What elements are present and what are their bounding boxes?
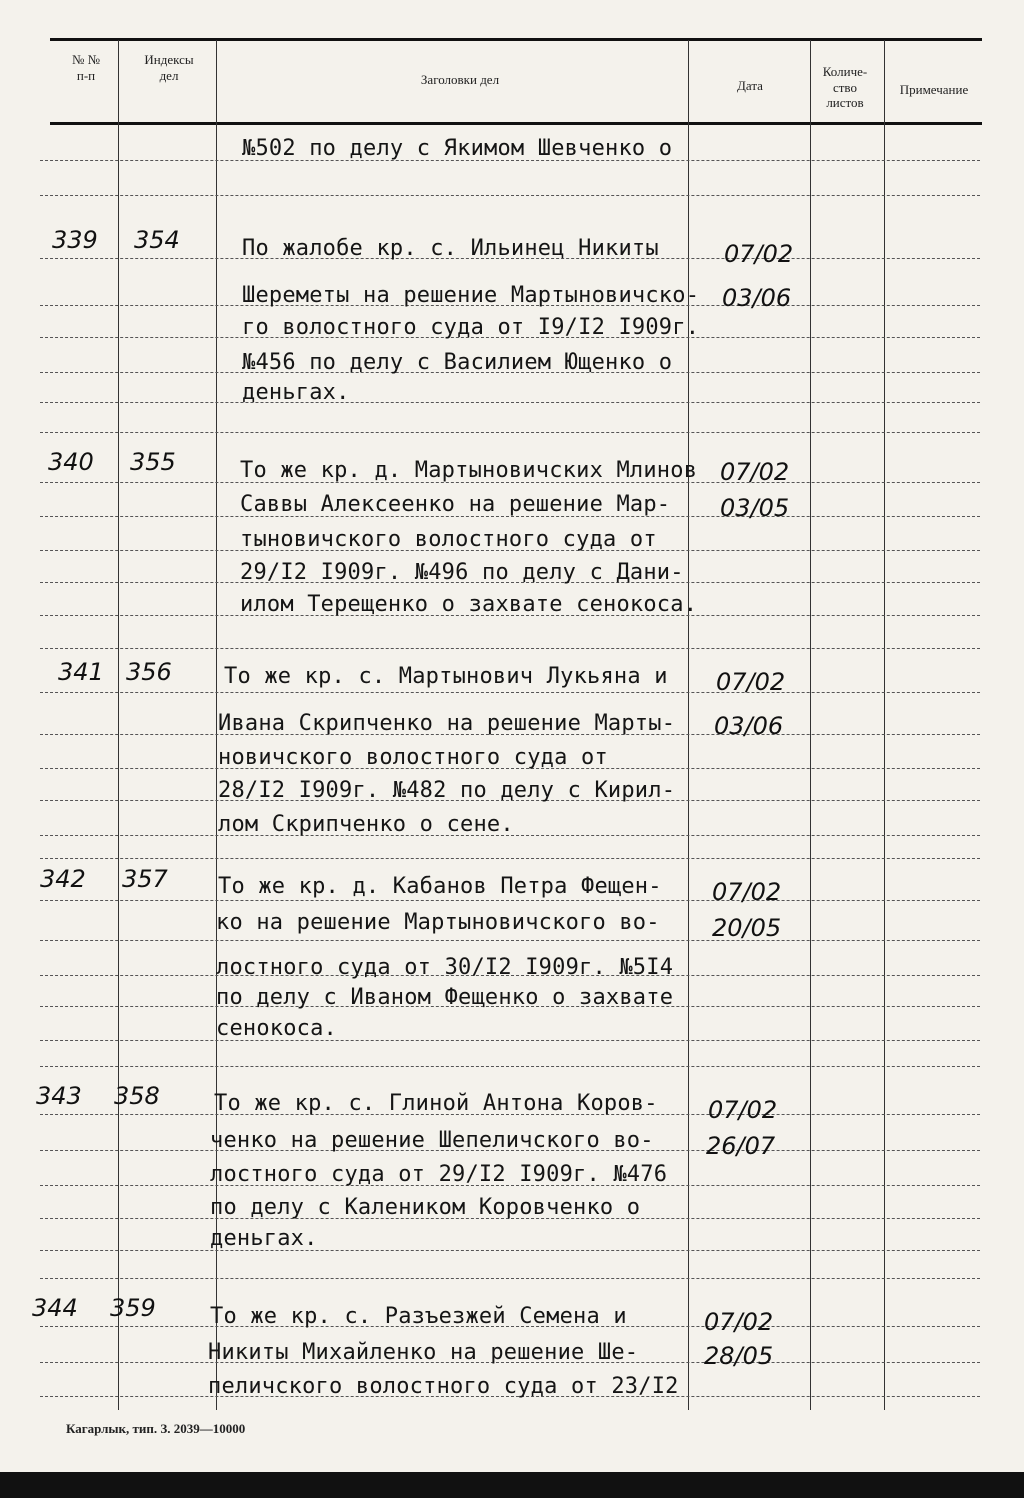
ruled-line bbox=[40, 1250, 980, 1251]
title-line: №456 по делу с Василием Ющенко о bbox=[242, 350, 673, 375]
header-number: № № п-п bbox=[71, 52, 101, 83]
ruled-line bbox=[40, 1066, 980, 1067]
ruled-line bbox=[40, 940, 980, 941]
ruled-line bbox=[40, 900, 980, 901]
entry-index: 358 bbox=[114, 1082, 160, 1110]
top-rule bbox=[50, 38, 982, 41]
title-line: ченко на решение Шепеличского во- bbox=[210, 1128, 654, 1153]
title-line: лостного суда от 29/I2 I909г. №476 bbox=[210, 1162, 668, 1187]
header-date: Дата bbox=[737, 78, 763, 93]
title-line: лостного суда от 30/I2 I909г. №5I4 bbox=[216, 955, 674, 980]
title-line: сенокоса. bbox=[216, 1016, 338, 1041]
divider-date-count bbox=[810, 40, 811, 1410]
divider-title-date bbox=[688, 40, 689, 1410]
title-line: То же кр. д. Мартыновичских Млинов bbox=[240, 458, 698, 483]
entry-index: 354 bbox=[134, 226, 180, 254]
entry-date: 03/06 bbox=[722, 284, 792, 312]
scan-bottom-edge bbox=[0, 1472, 1024, 1498]
ruled-line bbox=[40, 195, 980, 196]
title-line: То же кр. с. Разъезжей Семена и bbox=[210, 1304, 627, 1329]
ruled-line bbox=[40, 692, 980, 693]
entry-number: 343 bbox=[36, 1082, 82, 1110]
title-line: по делу с Калеником Коровченко о bbox=[210, 1195, 641, 1220]
divider-count-note bbox=[884, 40, 885, 1410]
header-sheet-count: Количе- ство листов bbox=[822, 64, 868, 111]
entry-index: 359 bbox=[110, 1294, 156, 1322]
title-line: То же кр. с. Мартынович Лукьяна и bbox=[224, 664, 668, 689]
entry-number: 341 bbox=[58, 658, 104, 686]
title-line: тыновичского волостного суда от bbox=[240, 527, 657, 552]
entry-date: 07/02 bbox=[708, 1096, 778, 1124]
entry-date: 07/02 bbox=[712, 878, 782, 906]
title-line: ко на решение Мартыновичского во- bbox=[216, 910, 660, 935]
entry-date: 03/05 bbox=[720, 494, 790, 522]
title-line: Никиты Михайленко на решение Ше- bbox=[208, 1340, 639, 1365]
entry-index: 355 bbox=[130, 448, 176, 476]
title-line: 28/I2 I909г. №482 по делу с Кирил- bbox=[218, 778, 676, 803]
title-line: деньгах. bbox=[242, 380, 350, 405]
title-line: №502 по делу с Якимом Шевченко о bbox=[242, 136, 673, 161]
header-index: Индексы дел bbox=[144, 52, 194, 83]
ruled-line bbox=[40, 432, 980, 433]
title-line: пеличского волостного суда от 23/I2 bbox=[208, 1374, 679, 1399]
entry-number: 340 bbox=[48, 448, 94, 476]
ruled-line bbox=[40, 1278, 980, 1279]
title-line: новичского волостного суда от bbox=[218, 745, 608, 770]
entry-number: 342 bbox=[40, 865, 86, 893]
header-note: Примечание bbox=[899, 82, 969, 97]
entry-date: 07/02 bbox=[716, 668, 786, 696]
title-line: деньгах. bbox=[210, 1226, 318, 1251]
title-line: Ивана Скрипченко на решение Марты- bbox=[218, 711, 676, 736]
printer-footer: Кагарлык, тип. З. 2039—10000 bbox=[66, 1421, 246, 1436]
title-line: То же кр. д. Кабанов Петра Фещен- bbox=[218, 874, 662, 899]
title-line: Шереметы на решение Мартыновичско- bbox=[242, 283, 700, 308]
title-line: илом Терещенко о захвате сенокоса. bbox=[240, 592, 698, 617]
entry-index: 357 bbox=[122, 865, 168, 893]
entry-date: 28/05 bbox=[704, 1342, 774, 1370]
title-line: лом Скрипченко о сене. bbox=[218, 812, 514, 837]
entry-index: 356 bbox=[126, 658, 172, 686]
title-line: То же кр. с. Глиной Антона Коров- bbox=[214, 1091, 658, 1116]
entry-date: 26/07 bbox=[706, 1132, 776, 1160]
title-line: По жалобе кр. с. Ильинец Никиты bbox=[242, 236, 659, 261]
title-line: го волостного суда от I9/I2 I909г. bbox=[242, 315, 700, 340]
entry-number: 339 bbox=[52, 226, 98, 254]
header-bottom-rule bbox=[50, 122, 982, 125]
header-title: Заголовки дел bbox=[420, 72, 500, 87]
divider-number-index bbox=[118, 40, 119, 1410]
ruled-line bbox=[40, 1040, 980, 1041]
ruled-line bbox=[40, 858, 980, 859]
entry-date: 07/02 bbox=[724, 240, 794, 268]
title-line: по делу с Иваном Фещенко о захвате bbox=[216, 985, 674, 1010]
entry-date: 20/05 bbox=[712, 914, 782, 942]
entry-date: 07/02 bbox=[704, 1308, 774, 1336]
entry-date: 03/06 bbox=[714, 712, 784, 740]
title-line: 29/I2 I909г. №496 по делу с Дани- bbox=[240, 560, 684, 585]
ruled-line bbox=[40, 402, 980, 403]
entry-number: 344 bbox=[32, 1294, 78, 1322]
entry-date: 07/02 bbox=[720, 458, 790, 486]
title-line: Саввы Алексеенко на решение Мар- bbox=[240, 492, 671, 517]
ruled-line bbox=[40, 648, 980, 649]
